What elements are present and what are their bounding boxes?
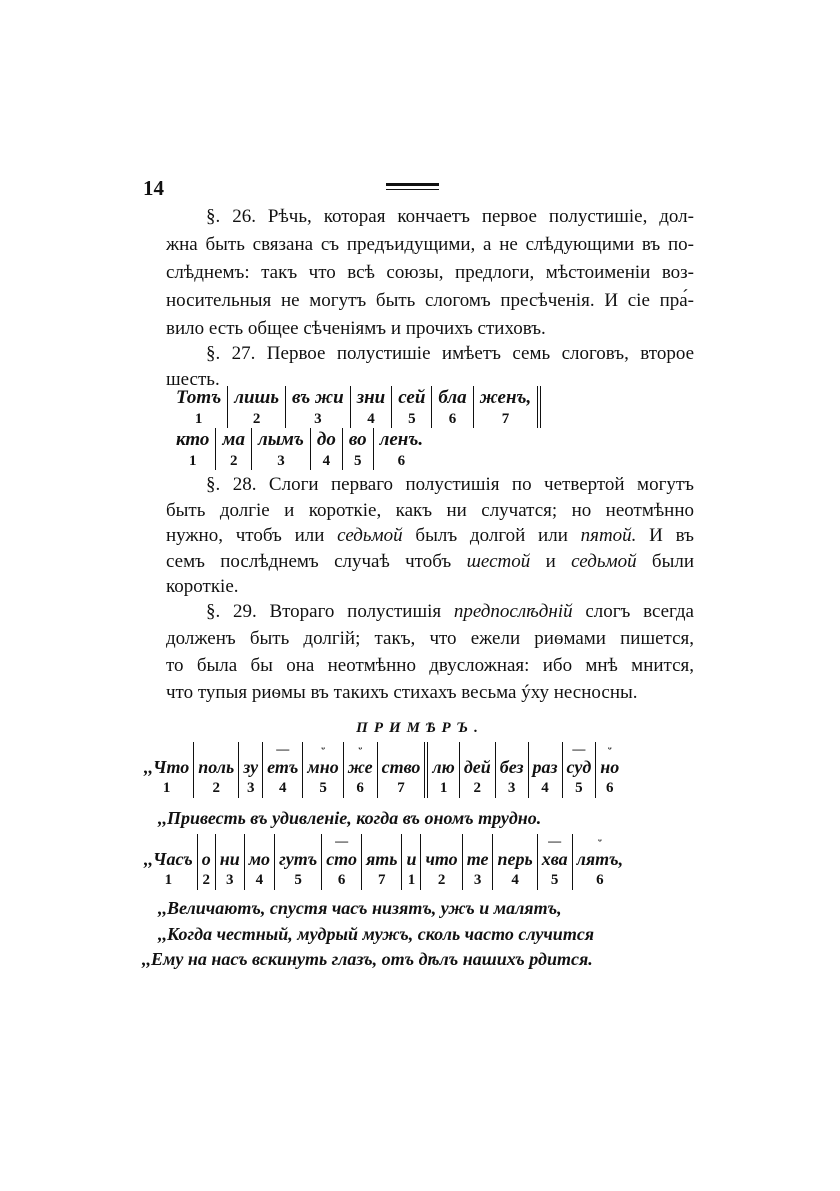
text-segment: что тупыя риѳмы въ такихъ стихахъ весьма ýху несносны.	[166, 682, 638, 703]
metric-mark: ᵕ	[597, 833, 602, 848]
syllable-cell	[402, 834, 421, 890]
metric-mark: ᵕ	[358, 741, 363, 756]
syllable-cell	[228, 386, 286, 428]
syllable: что	[425, 849, 458, 869]
syllable: ять	[365, 849, 398, 869]
syllable: зни	[356, 387, 386, 408]
syllable-number: 2	[437, 872, 446, 888]
example-line-2: ,,Привесть въ удивленіе, когда въ ономъ трудно.	[158, 808, 542, 828]
syllable-cell	[286, 386, 351, 428]
syllable: лю	[432, 757, 455, 777]
syllable-cell	[392, 386, 432, 428]
metric-mark: —	[572, 741, 586, 756]
metric-mark: —	[335, 833, 349, 848]
syllable-number: 5	[408, 411, 416, 427]
syllable: сей	[398, 387, 426, 408]
syllable-number: 3	[225, 872, 234, 888]
syllable-cell	[343, 428, 374, 470]
text-segment: семъ послѣднемъ случаѣ чтобъ	[166, 550, 467, 572]
syllable-cell	[493, 834, 537, 890]
text-segment: короткіе.	[166, 576, 239, 597]
syllable: гутъ	[279, 849, 318, 869]
syllable: лымъ	[257, 429, 304, 450]
syllable: сто	[326, 849, 357, 869]
syllable: Тотъ	[176, 387, 222, 408]
text-line	[166, 259, 694, 287]
text-segment: нужно, чтобъ или	[166, 525, 338, 546]
text-segment: жна быть связана съ предъидущими, а не слѣдующими въ по-	[166, 234, 694, 255]
text-segment: шесть.	[166, 369, 220, 390]
text-line	[166, 287, 694, 315]
syllable: и	[406, 849, 417, 869]
syllable-number: 7	[377, 872, 386, 888]
syllable: ,,Что	[144, 757, 190, 777]
syllable: дей	[463, 757, 491, 777]
syllable-number: 1	[162, 780, 171, 796]
syllable-cell	[351, 386, 393, 428]
syllable-number: 1	[194, 411, 203, 427]
text-line	[166, 203, 694, 231]
text-line	[166, 625, 694, 652]
syllable-cell	[496, 742, 529, 798]
text-segment: §. 28. Слоги перваго полустишія по четвертой могутъ	[206, 474, 694, 495]
syllable-cell	[245, 834, 275, 890]
section-26	[166, 203, 694, 343]
syllable: въ жи	[292, 387, 344, 408]
section-28	[166, 472, 694, 600]
syllable-number: 5	[294, 872, 302, 888]
syllable: ни	[219, 849, 240, 869]
text-segment: слѣднемъ: такъ что всѣ союзы, предлоги, мѣстоименіи воз-	[166, 262, 694, 283]
syllable-number: 5	[575, 780, 583, 796]
syllable-cell	[529, 742, 563, 798]
syllable-number: 6	[448, 411, 457, 427]
syllable-cell	[378, 742, 429, 798]
syllable-number: 2	[473, 780, 482, 796]
syllable-cell	[275, 834, 322, 890]
syllable: о	[201, 849, 211, 869]
syllable-cell	[216, 428, 252, 470]
syllable-number: 1	[407, 872, 416, 888]
text-line	[166, 652, 694, 679]
syllable-number: 2	[212, 780, 220, 796]
example-line-4: ,,Величаютъ, спустя часъ низятъ, ужъ и малятъ,	[158, 898, 562, 918]
syllable: женъ,	[479, 387, 532, 408]
text-line	[166, 498, 694, 524]
syllable: же	[347, 757, 373, 777]
syllable-cell	[344, 742, 378, 798]
syllable: перь	[497, 849, 533, 869]
syllable-number: 3	[473, 872, 482, 888]
syllable-cell	[322, 834, 362, 890]
syllable-number: 6	[397, 453, 406, 469]
syllable-cell	[263, 742, 303, 798]
syllable-number: 4	[511, 872, 519, 888]
syllable: етъ	[267, 757, 299, 777]
text-segment: быть долгіе и короткіе, какъ ни случатся; но неотмѣнно	[166, 499, 694, 521]
example-line-5: ,,Когда честный, мудрый мужъ, сколь часто случится	[158, 924, 595, 944]
syllable: ма	[222, 429, 245, 450]
header-rule	[386, 183, 439, 190]
text-line	[166, 315, 694, 343]
syllable-number: 3	[507, 780, 516, 796]
syllable-cell	[170, 428, 216, 470]
syllable: ленъ.	[379, 429, 424, 450]
scheme-verse-first-hemistich	[170, 386, 541, 428]
syllable-number: 6	[606, 780, 614, 796]
syllable-number: 6	[596, 872, 604, 888]
text-segment: носительныя не могутъ быть слогомъ пресѣченія. И сіе пра́-	[166, 290, 694, 311]
metric-mark: ᵕ	[607, 741, 612, 756]
text-segment: §. 29. Втораго полустишія	[206, 601, 454, 622]
syllable-number: 3	[277, 453, 285, 469]
text-segment: долженъ быть долгій; такъ, что ежели риѳмами пишется,	[166, 628, 694, 649]
syllable-number: 7	[397, 780, 405, 796]
syllable: до	[316, 429, 336, 450]
syllable: лишь	[234, 387, 280, 408]
example-verse-3	[140, 834, 627, 890]
syllable-cell	[216, 834, 245, 890]
syllable-cell	[573, 834, 628, 890]
section-29	[166, 598, 694, 706]
syllable-number: 3	[314, 411, 322, 427]
text-segment: и	[530, 550, 572, 572]
syllable: но	[600, 757, 620, 777]
syllable: мно	[307, 757, 339, 777]
scheme-verse-second-hemistich	[170, 428, 429, 470]
example-line-6: ,,Ему на насъ вскинуть глазъ, отъ дѣлъ нашихъ рдится.	[142, 949, 593, 969]
text-segment: §. 26. Рѣчь, которая кончаетъ первое полустишіе, дол-	[206, 206, 694, 227]
text-line	[166, 472, 694, 498]
syllable: суд	[566, 757, 592, 777]
syllable-cell	[170, 386, 228, 428]
syllable-cell	[432, 386, 473, 428]
syllable-cell	[374, 428, 430, 470]
syllable: те	[466, 849, 489, 869]
syllable-number: 3	[246, 780, 255, 796]
syllable-cell	[563, 742, 597, 798]
example-verse-1	[140, 742, 623, 798]
text-line	[166, 231, 694, 259]
syllable-cell	[474, 386, 542, 428]
syllable-cell	[538, 834, 573, 890]
syllable-cell	[140, 834, 198, 890]
syllable: хва	[541, 849, 568, 869]
text-segment: слогъ всегда	[572, 601, 694, 622]
syllable-number: 7	[501, 411, 510, 427]
syllable-cell	[140, 742, 194, 798]
text-segment: И въ	[636, 525, 694, 546]
syllable-number: 6	[356, 780, 364, 796]
syllable: без	[499, 757, 524, 777]
syllable-number: 4	[255, 872, 264, 888]
syllable-cell	[303, 742, 343, 798]
syllable-number: 5	[319, 780, 327, 796]
syllable: бла	[438, 387, 467, 408]
syllable: во	[348, 429, 367, 450]
metric-mark: —	[276, 741, 290, 756]
syllable-number: 5	[353, 453, 362, 469]
syllable: ,,Часъ	[144, 849, 193, 869]
syllable: поль	[198, 757, 235, 777]
text-line	[166, 523, 694, 549]
metric-mark: ᵕ	[321, 741, 325, 756]
syllable-number: 2	[202, 872, 210, 888]
syllable: раз	[532, 757, 558, 777]
italic-term: пятой.	[580, 525, 637, 546]
text-segment: §. 27. Первое полустишіе имѣетъ семь слоговъ, второе	[206, 343, 694, 364]
syllable: лятъ,	[576, 849, 624, 869]
syllable: мо	[248, 849, 271, 869]
text-line	[166, 549, 694, 575]
text-line	[166, 574, 694, 600]
text-segment: былъ долгой или	[402, 525, 581, 546]
italic-term: седьмой	[571, 550, 637, 572]
syllable-cell	[596, 742, 623, 798]
syllable-cell	[252, 428, 311, 470]
text-segment: были	[636, 550, 694, 572]
syllable-number: 5	[550, 872, 559, 888]
syllable-number: 1	[164, 872, 173, 888]
syllable-cell	[198, 834, 216, 890]
syllable-number: 4	[279, 780, 287, 796]
syllable-cell	[463, 834, 494, 890]
syllable-number: 2	[229, 453, 238, 469]
syllable-number: 1	[439, 780, 448, 796]
syllable-number: 1	[188, 453, 197, 469]
syllable-cell	[239, 742, 263, 798]
syllable-number: 2	[252, 411, 261, 427]
syllable-cell	[421, 834, 462, 890]
italic-term: седьмой	[337, 525, 403, 546]
metric-mark: —	[548, 833, 562, 848]
text-line	[166, 679, 694, 706]
example-heading: ПРИМѢРЪ.	[356, 720, 484, 736]
syllable-number: 4	[322, 453, 331, 469]
syllable: зу	[243, 757, 259, 777]
syllable: ство	[381, 757, 421, 777]
text-line	[166, 598, 694, 625]
text-segment: то была бы она неотмѣнно двусложная: ибо мнѣ мнится,	[166, 655, 694, 676]
italic-term: шестой	[466, 550, 531, 572]
text-segment: вило есть общее сѣченіямъ и прочихъ стиховъ.	[166, 318, 546, 339]
syllable-number: 4	[367, 411, 375, 427]
syllable-cell	[311, 428, 343, 470]
page-number: 14	[143, 176, 164, 200]
syllable-number: 4	[541, 780, 549, 796]
syllable-cell	[460, 742, 496, 798]
syllable-cell	[194, 742, 239, 798]
italic-term: предпослѣдній	[453, 601, 573, 622]
syllable-number: 6	[337, 872, 346, 888]
syllable: кто	[176, 429, 210, 450]
text-line	[166, 341, 694, 367]
syllable-cell	[428, 742, 459, 798]
syllable-cell	[362, 834, 403, 890]
